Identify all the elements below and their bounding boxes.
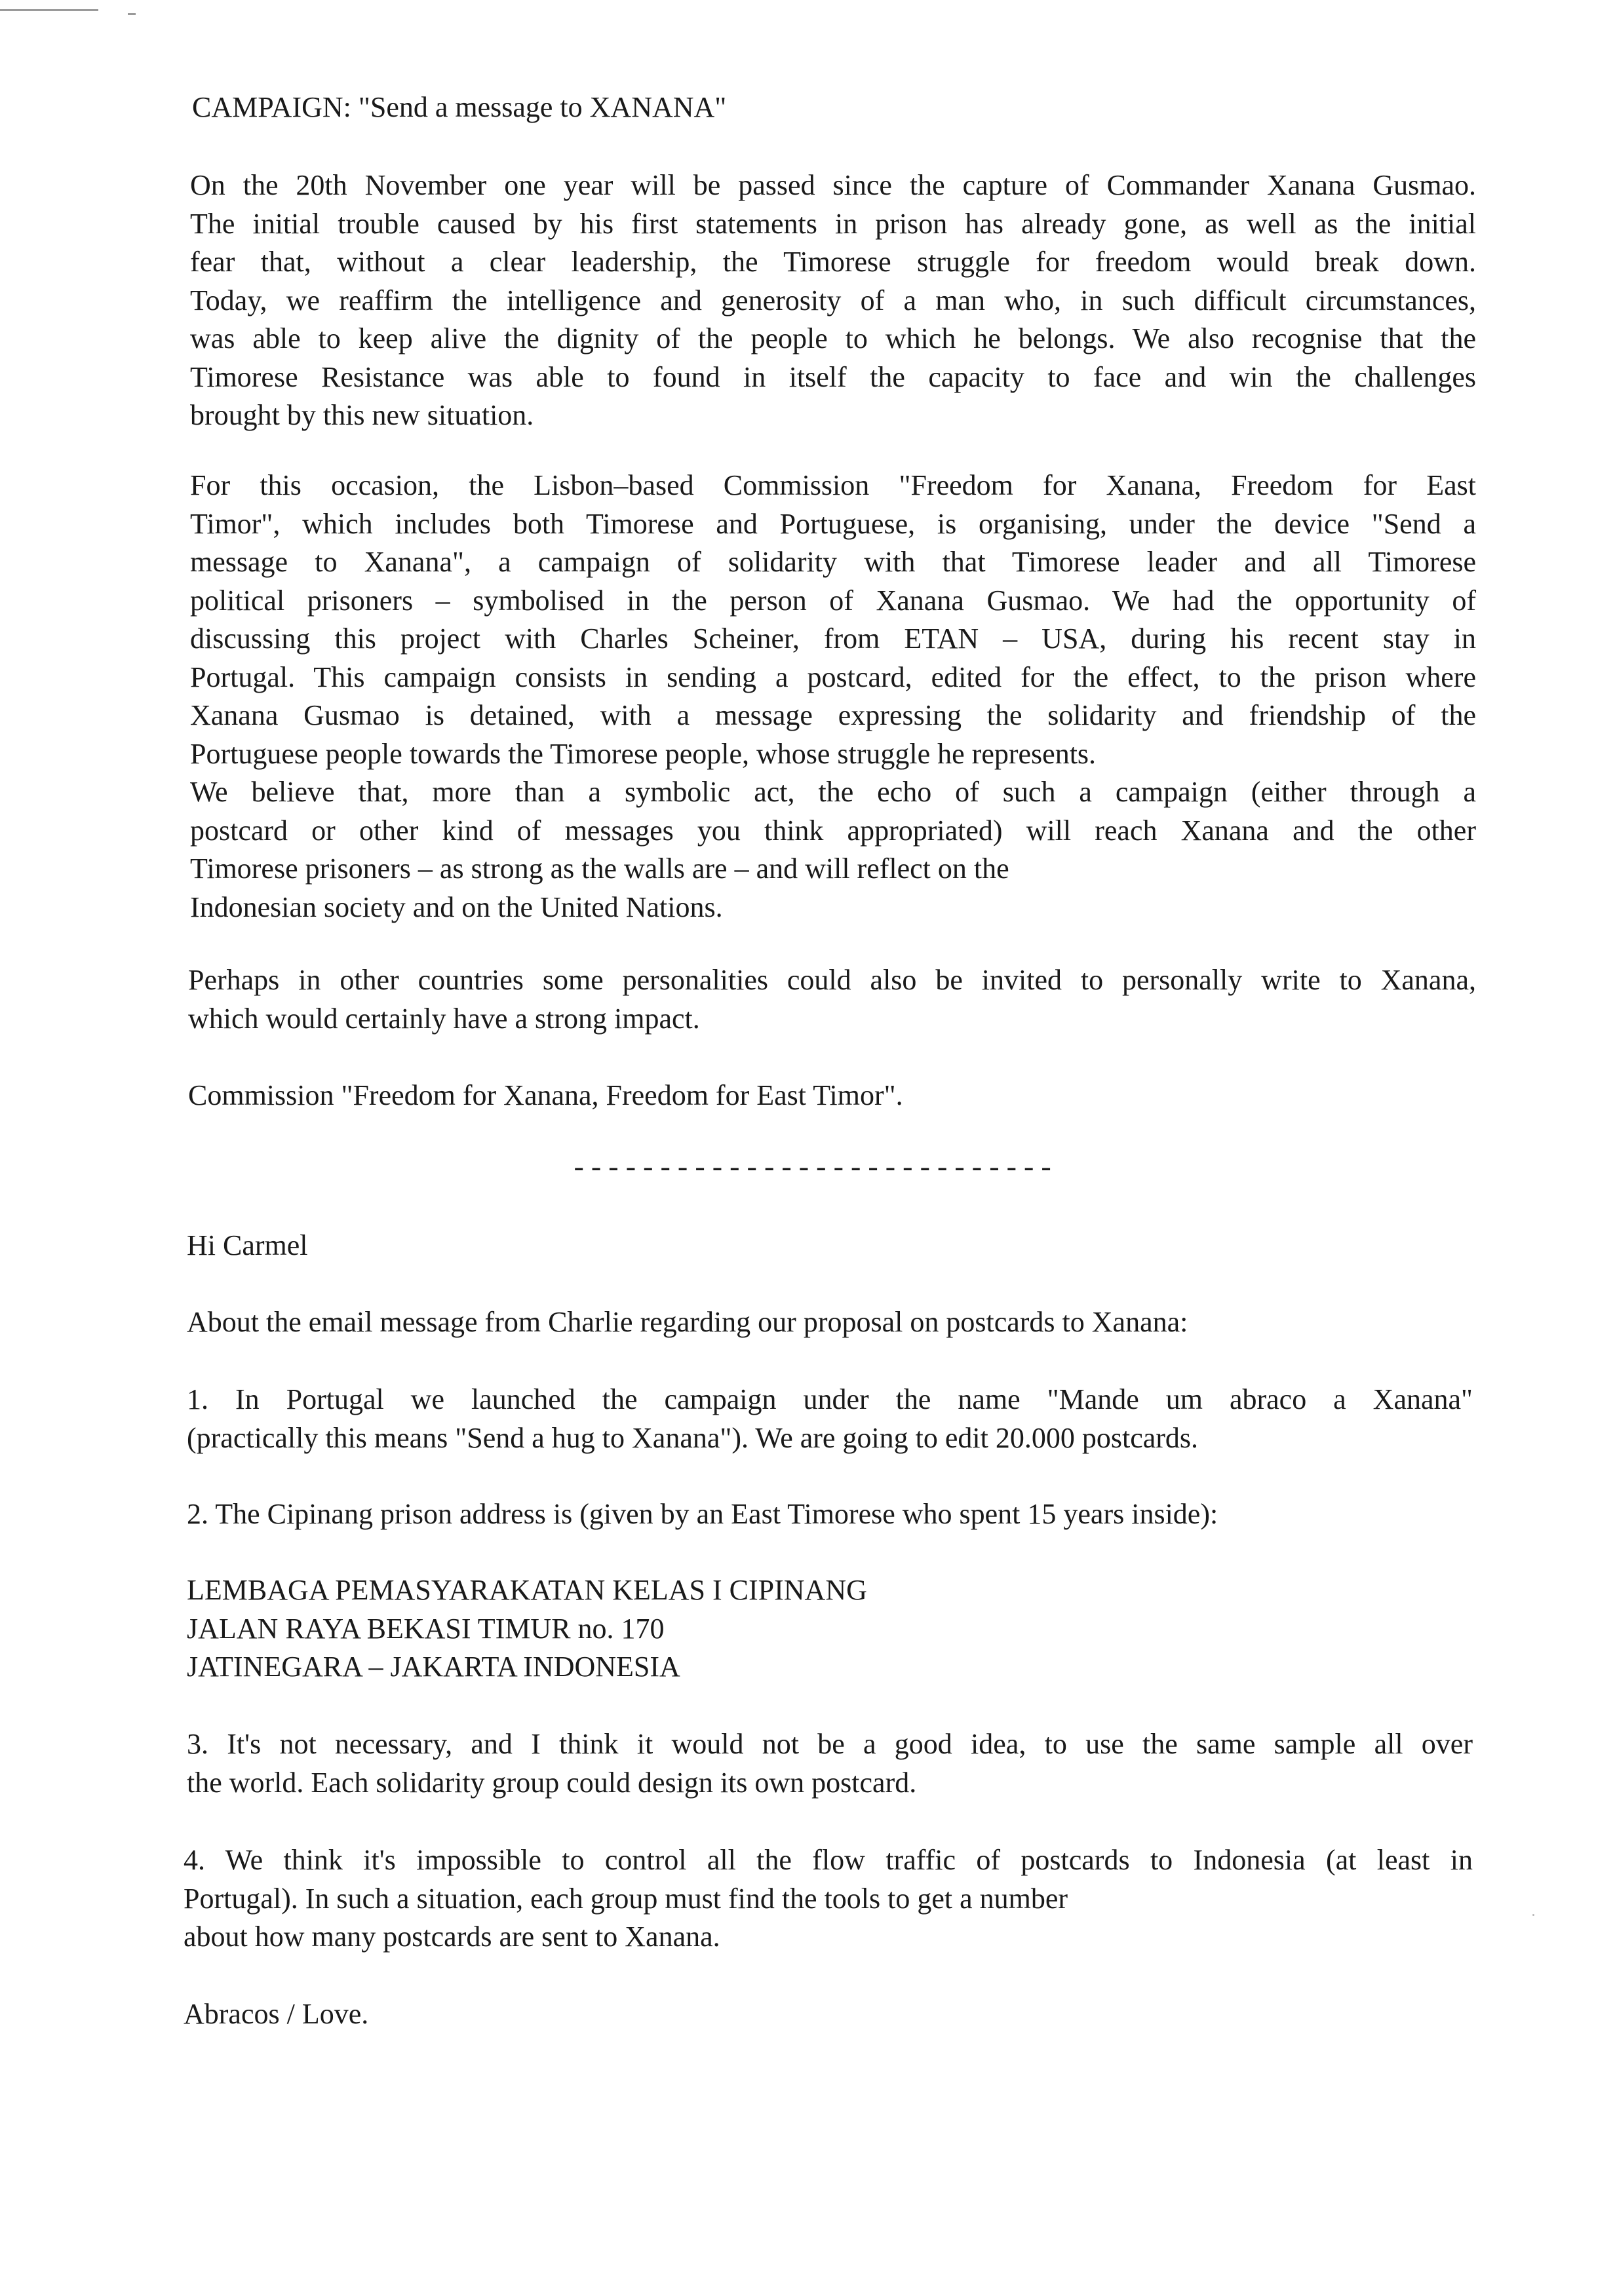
text-line: (practically this means "Send a hug to Xanana"). We are going to edit 20.000 postcards. xyxy=(187,1421,1199,1454)
paragraph-campaign-description xyxy=(190,467,1476,927)
text-line: discussing this project with Charles Scheiner, from ETAN – USA, during his recent stay in xyxy=(190,622,1476,655)
text-line: Timorese Resistance was able to found in itself the capacity to face and win the challenges xyxy=(190,360,1476,393)
prison-address xyxy=(187,1571,867,1687)
letter-greeting: Hi Carmel xyxy=(187,1229,308,1261)
text-line: fear that, without a clear leadership, the Timorese struggle for freedom would break down. xyxy=(190,246,1476,278)
text-line: which would certainly have a strong impact. xyxy=(188,1002,700,1035)
text-line: Portugal. This campaign consists in sending a postcard, edited for the effect, to the prison where xyxy=(190,660,1476,693)
address-line: JALAN RAYA BEKASI TIMUR no. 170 xyxy=(187,1612,665,1645)
address-line: LEMBAGA PEMASYARAKATAN KELAS I CIPINANG xyxy=(187,1574,867,1606)
text-line: Today, we reaffirm the intelligence and generosity of a man who, in such difficult circumstances, xyxy=(190,284,1476,316)
text-line: For this occasion, the Lisbon–based Commission "Freedom for Xanana, Freedom for East xyxy=(190,469,1476,501)
text-line: postcard or other kind of messages you think appropriated) will reach Xanana and the other xyxy=(190,814,1476,847)
commission-signature: Commission "Freedom for Xanana, Freedom for East Timor". xyxy=(188,1079,903,1111)
text-line: brought by this new situation. xyxy=(190,399,534,431)
letter-intro: About the email message from Charlie regarding our proposal on postcards to Xanana: xyxy=(187,1306,1188,1338)
text-line: 3. It's not necessary, and I think it would not be a good idea, to use the same sample all over xyxy=(187,1728,1473,1760)
text-line: was able to keep alive the dignity of the people to which he belongs. We also recognise that the xyxy=(190,322,1476,354)
text-line: about how many postcards are sent to Xanana. xyxy=(184,1921,720,1953)
address-line: JATINEGARA – JAKARTA INDONESIA xyxy=(187,1651,680,1683)
text-line: Perhaps in other countries some personalities could also be invited to personally write to Xanana, xyxy=(188,964,1476,996)
text-line: political prisoners – symbolised in the person of Xanana Gusmao. We had the opportunity of xyxy=(190,584,1476,617)
letter-item-2: 2. The Cipinang prison address is (given by an East Timorese who spent 15 years inside): xyxy=(187,1498,1218,1530)
text-line: Portugal). In such a situation, each group must find the tools to get a number xyxy=(184,1882,1068,1915)
text-line: Xanana Gusmao is detained, with a message expressing the solidarity and friendship of the xyxy=(190,699,1476,731)
scan-edge-dash xyxy=(128,13,136,15)
scan-edge-mark xyxy=(0,9,98,11)
scan-speck xyxy=(1532,1914,1534,1916)
letter-item-3 xyxy=(187,1725,1473,1802)
text-line: On the 20th November one year will be passed since the capture of Commander Xanana Gusmao. xyxy=(190,169,1476,201)
letter-item-4 xyxy=(184,1841,1473,1957)
letter-closing: Abracos / Love. xyxy=(184,1998,369,2030)
text-line: Timor", which includes both Timorese and Portuguese, is organising, under the device "Send a xyxy=(190,507,1476,540)
text-line: We believe that, more than a symbolic act, the echo of such a campaign (either through a xyxy=(190,776,1476,808)
letter-item-1 xyxy=(187,1381,1473,1457)
text-line: Timorese prisoners – as strong as the walls are – and will reflect on the xyxy=(190,852,1009,885)
text-line: Indonesian society and on the United Nations. xyxy=(190,890,723,923)
paragraph-personalities xyxy=(188,961,1476,1038)
section-divider: ---------------------------- xyxy=(570,1153,1055,1186)
text-line: Portuguese people towards the Timorese people, whose struggle he represents. xyxy=(190,737,1097,770)
text-line: 4. We think it's impossible to control all the flow traffic of postcards to Indonesia (at least in xyxy=(184,1844,1473,1876)
text-line: The initial trouble caused by his first statements in prison has already gone, as well as the initial xyxy=(190,207,1476,240)
text-line: 1. In Portugal we launched the campaign under the name "Mande um abraco a Xanana" xyxy=(187,1383,1473,1415)
paragraph-capture-anniversary xyxy=(190,166,1476,435)
text-line: message to Xanana", a campaign of solidarity with that Timorese leader and all Timorese xyxy=(190,546,1476,578)
text-line: the world. Each solidarity group could design its own postcard. xyxy=(187,1766,917,1799)
campaign-title: CAMPAIGN: "Send a message to XANANA" xyxy=(192,91,727,123)
